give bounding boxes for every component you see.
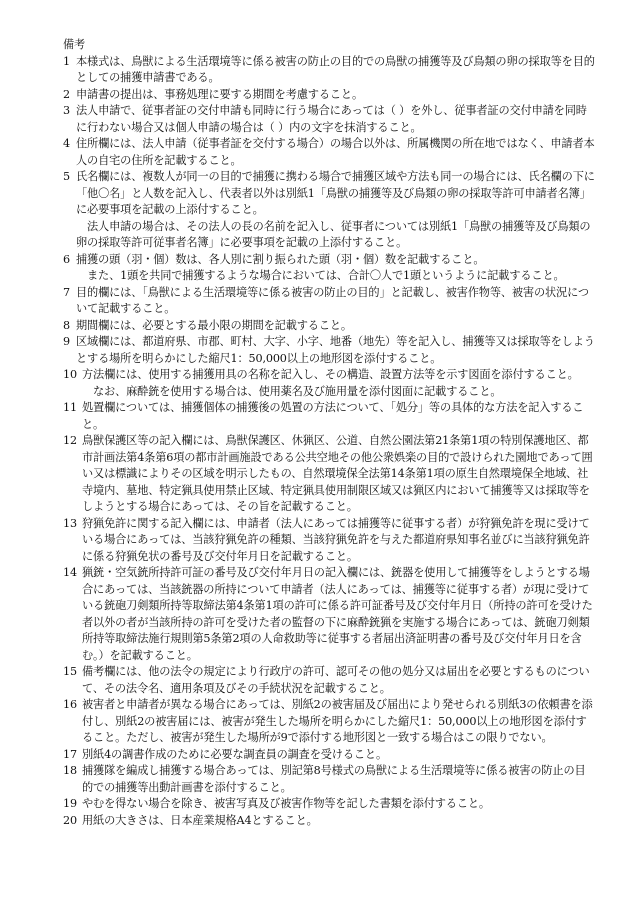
note-item (63, 252, 595, 269)
note-item (63, 54, 595, 87)
note-item (63, 136, 595, 169)
note-number: 10 (63, 368, 77, 381)
notes-list (63, 54, 595, 830)
note-text: 用紙の大きさは、日本産業規格A4とすること。 (82, 813, 318, 827)
note-number: 3 (63, 104, 70, 117)
note-text: 捕獲隊を編成し捕獲する場合あっては、別記第8号様式の鳥獣による生活環境等に係る被害の防止の目的での捕獲等出動計画書を添付すること。 (82, 764, 586, 794)
note-text: 住所欄には、法人申請（従事者証を交付する場合）の場合以外は、所属機関の所在地ではなく、申請者本人の自宅の住所を記載すること。 (76, 137, 595, 167)
note-text: 方法欄には、使用する捕獲用具の名称を記入し、その構造、設置方法等を示す図面を添付すること。 (82, 368, 579, 381)
note-text: 狩猟免許に関する記入欄には、申請者（法人にあっては捕獲等に従事する者）が狩猟免許を現に受けている場合にあっては、当該狩猟免許の種類、当該狩猟免許を与えた都道府県知事名並びに当該狩猟免許に係る狩猟免状の番号及び交付年月日を記載すること。 (82, 516, 590, 563)
note-text: 鳥獣保護区等の記入欄には、鳥獣保護区、休猟区、公道、自然公園法第21条第1項の特別保護地区、都市計画法第4条第6項の都市計画施設である公共空地その他公衆娯楽の目的で設けられた園地であって囲い又は標識によりその区域を明示したもの、自然環境保全法第14条第1項の原生自然環境保全地域、社寺境内、墓地、特定猟具使用禁止区域、特定猟具使用制限区域又は猟区内において捕獲等又は採取等をしようとする場合にあっては、その旨を記載すること。 (82, 434, 593, 513)
note-item (63, 796, 595, 813)
note-number: 16 (63, 698, 77, 711)
note-number: 18 (63, 764, 77, 777)
note-number: 5 (63, 170, 70, 183)
note-number: 1 (63, 54, 70, 68)
note-continuation: なお、麻酔銃を使用する場合は、使用薬名及び施用量を添付図面に記載すること。 (93, 384, 502, 398)
note-text: 氏名欄には、複数人が同一の目的で捕獲に携わる場合で捕獲区域や方法も同一の場合には、氏名欄の下に「他〇名」と人数を記入し、代表者以外は別紙1「鳥獣の捕獲等及び鳥類の卵の採取等許可申請者名簿」に必要事項を記載の上添付すること。 (76, 170, 595, 216)
note-item (63, 318, 595, 335)
note-item (63, 697, 595, 747)
note-item (63, 87, 595, 104)
note-item (63, 169, 595, 219)
note-text: やむを得ない場合を除き、被害写真及び被害作物等を記した書類を添付すること。 (82, 797, 490, 810)
note-item (63, 813, 595, 830)
note-continuation: 法人申請の場合は、その法人の長の名前を記入し、従事者については別紙1「鳥獣の捕獲等及び鳥類の卵の採取等許可従事者名簿」に必要事項を記載の上添付すること。 (76, 219, 591, 249)
note-item (63, 565, 595, 664)
note-text: 被害者と申請者が異なる場合にあっては、別紙2の被害届及び届出により発せられる別紙3の依頼書を添付し、別紙2の被害届には、被害が発生した場所を明らかにした縮尺1：50,000以上の地形図を添付すること。ただし、被害が発生した場所が9で添付する地形図と一致する場合はこの限りでない。 (82, 698, 593, 744)
note-text: 別紙4の調書作成のために必要な調査員の調査を受けること。 (82, 747, 387, 761)
note-text: 区域欄には、都道府県、市郡、町村、大字、小字、地番（地先）等を記入し、捕獲等又は採取等をしようとする場所を明らかにした縮尺1：50,000以上の地形図を添付すること。 (76, 335, 595, 365)
note-item (63, 285, 595, 318)
note-text: 期間欄には、必要とする最小限の期間を記載すること。 (76, 318, 352, 332)
note-item (63, 103, 595, 136)
note-text: 本様式は、鳥獣による生活環境等に係る被害の防止の目的での鳥獣の捕獲等及び鳥類の卵の採取等を目的としての捕獲申請書である。 (76, 54, 595, 84)
notes-document (63, 37, 595, 829)
note-text: 捕獲の頭（羽・個）数は、各人別に割り振られた頭（羽・個）数を記載すること。 (76, 252, 485, 266)
note-number: 11 (63, 401, 77, 414)
note-number: 19 (63, 797, 77, 810)
note-item (63, 367, 595, 384)
note-number: 14 (63, 566, 77, 579)
note-text: 処置欄については、捕獲個体の捕獲後の処置の方法について、「処分」等の具体的な方法を記入すること。 (82, 401, 584, 431)
note-item (63, 400, 595, 433)
note-text: 申請書の提出は、事務処理に要する期間を考慮すること。 (76, 87, 363, 101)
notes-heading: 備考 (63, 38, 86, 51)
note-item (63, 664, 595, 697)
note-number: 4 (63, 137, 70, 150)
note-number: 7 (63, 285, 70, 299)
note-item (63, 763, 595, 796)
note-item (63, 334, 595, 367)
note-number: 8 (63, 318, 70, 332)
note-continuation: また、1頭を共同で捕獲するような場合においては、合計〇人で1頭というように記載すること。 (87, 269, 565, 282)
note-text: 法人申請で、従事者証の交付申請も同時に行う場合にあっては（ ）を外し、従事者証の交付申請を同時に行わない場合又は個人申請の場合は（ ）内の文字を抹消すること。 (76, 104, 587, 134)
note-number: 13 (63, 516, 77, 530)
note-item (63, 516, 595, 566)
note-number: 12 (63, 434, 77, 447)
note-number: 20 (63, 813, 77, 827)
note-number: 15 (63, 665, 77, 678)
note-item (63, 747, 595, 764)
note-number: 6 (63, 252, 70, 266)
note-number: 9 (63, 335, 70, 348)
note-text: 備考欄には、他の法令の規定により行政庁の許可、認可その他の処分又は届出を必要とするものについて、その法令名、適用条項及びその手続状況を記載すること。 (82, 665, 590, 695)
note-item (63, 433, 595, 516)
note-text: 目的欄には、「鳥獣による生活環境等に係る被害の防止の目的」と記載し、被害作物等、被害の状況について記載すること。 (76, 285, 589, 315)
note-number: 2 (63, 87, 70, 101)
note-number: 17 (63, 747, 77, 761)
note-text: 猟銃・空気銃所持許可証の番号及び交付年月日の記入欄には、銃器を使用して捕獲等をしようとする場合にあっては、当該銃器の所持について申請者（法人にあっては、捕獲等に従事する者）が現に受けている銃砲刀剣類所持等取締法第4条第1項の許可に係る許可証番号及び交付年月日（所持の許可を受けた者以外の者が当該所持の許可を受けた者の監督の下に麻酔銃猟を実施する場合にあっては、銃砲刀剣類所持等取締法施行規則第5条第2項の人命救助等に従事する者届出済証明書の番号及び交付年月日を含む。）を記載すること。 (82, 566, 593, 662)
